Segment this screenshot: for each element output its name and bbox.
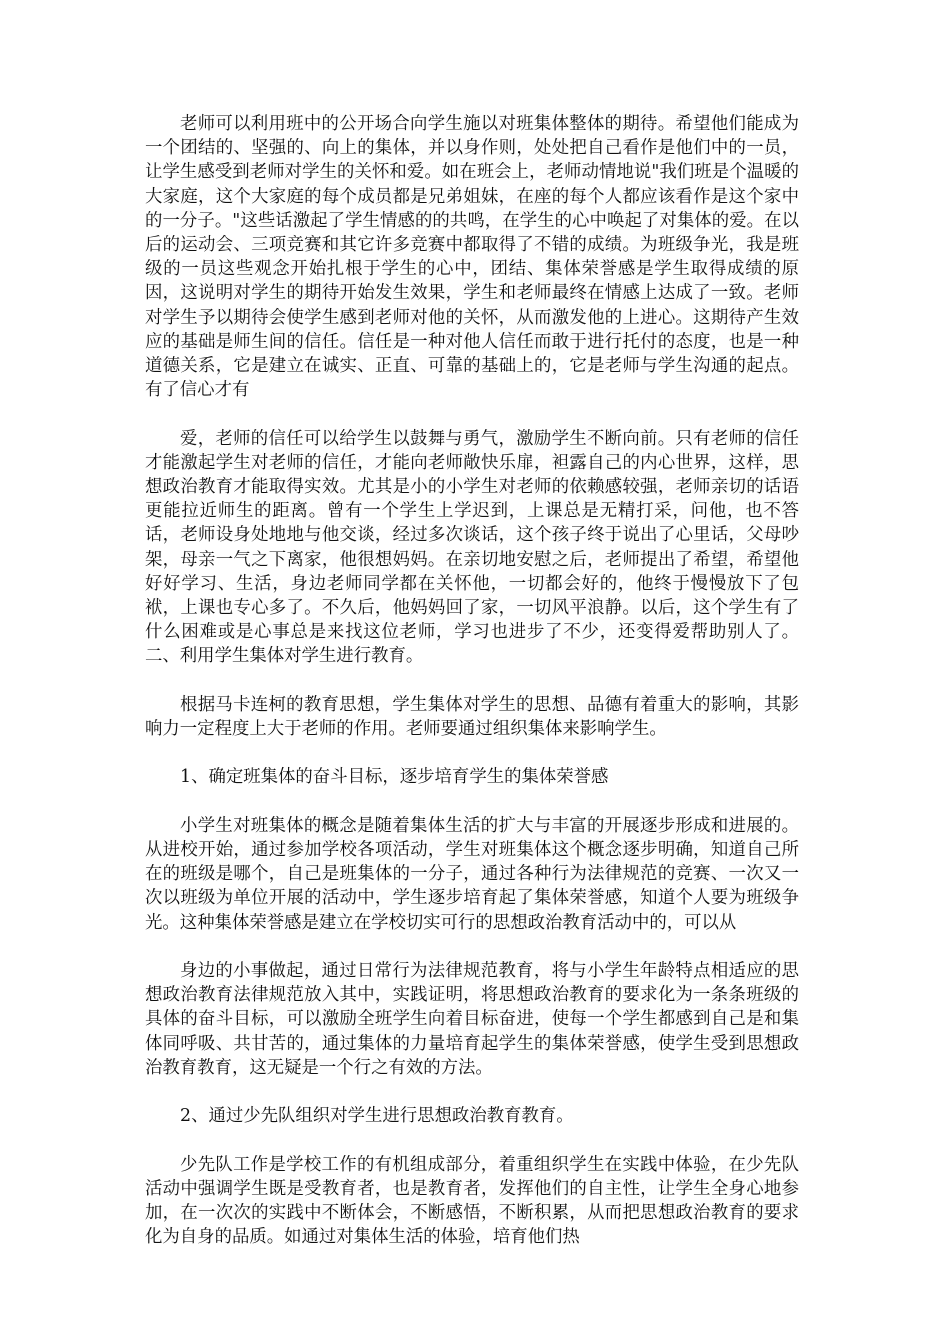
paragraph-makarenko: 根据马卡连柯的教育思想，学生集体对学生的思想、品德有着重大的影响，其影响力一定程度上大于老师的作用。老师要通过组织集体来影响学生。: [145, 694, 799, 740]
document-body: [145, 112, 799, 1274]
section-heading-2: 2、通过少先队组织对学生进行思想政治教育教育。: [180, 1106, 574, 1127]
paragraph-young-pioneers: 少先队工作是学校工作的有机组成部分，着重组织学生在实践中体验，在少先队活动中强调学生既是受教育者，也是教育者，发挥他们的自主性，让学生全身心地参加，在一次次的实践中不断体会，不断感悟，不断积累，从而把思想政治教育的要求化为自身的品质。如通过对集体生活的体验，培育他们热: [145, 1154, 799, 1248]
paragraph-class-concept: 小学生对班集体的概念是随着集体生活的扩大与丰富的开展逐步形成和进展的。从进校开始，通过参加学校各项活动，学生对班集体这个概念逐步明确，知道自己所在的班级是哪个，自己是班集体的一分子，通过各种行为法律规范的竞赛、一次又一次以班级为单位开展的活动中，学生逐步培育起了集体荣誉感，知道个人要为班级争光。这种集体荣誉感是建立在学校切实可行的思想政治教育活动中的，可以从: [145, 815, 799, 933]
paragraph-teacher-trust: 爱，老师的信任可以给学生以鼓舞与勇气，激励学生不断向前。只有老师的信任才能激起学生对老师的信任，才能向老师敞快乐扉，袒露自己的内心世界，这样，思想政治教育才能取得实效。尤其是小的小学生对老师的依赖感较强，老师亲切的话语更能拉近师生的距离。曾有一个学生上学迟到，上课总是无精打采，问他，也不答话，老师设身处地地与他交谈，经过多次谈话，这个孩子终于说出了心里话，父母吵架，母亲一气之下离家，他很想妈妈。在亲切地安慰之后，老师提出了希望，希望他好好学习、生活，身边老师同学都在关怀他，一切都会好的，他终于慢慢放下了包袱，上课也专心多了。不久后，他妈妈回了家，一切风平浪静。以后，这个学生有了什么困难或是心事总是来找这位老师，学习也进步了不少，还变得爱帮助别人了。二、利用学生集体对学生进行教育。: [145, 428, 799, 667]
paragraph-teacher-expectation: 老师可以利用班中的公开场合向学生施以对班集体整体的期待。希望他们能成为一个团结的、坚强的、向上的集体，并以身作则，处处把自己看作是他们中的一员，让学生感受到老师对学生的关怀和爱。如在班会上，老师动情地说"我们班是个温暖的大家庭，这个大家庭的每个成员都是兄弟姐妹，在座的每个人都应该看作是这个家中的一分子。"这些话激起了学生情感的的共鸣，在学生的心中唤起了对集体的爱。在以后的运动会、三项竞赛和其它许多竞赛中都取得了不错的成绩。为班级争光，我是班级的一员这些观念开始扎根于学生的心中，团结、集体荣誉感是学生取得成绩的原因，这说明对学生的期待开始发生效果，学生和老师最终在情感上达成了一致。老师对学生予以期待会使学生感到老师对他的关怀，从而激发他的上进心。这期待产生效应的基础是师生间的信任。信任是一种对他人信任而敢于进行托付的态度，也是一种道德关系，它是建立在诚实、正直、可靠的基础上的，它是老师与学生沟通的起点。有了信心才有: [145, 114, 799, 401]
paragraph-daily-behavior: 身边的小事做起，通过日常行为法律规范教育，将与小学生年龄特点相适应的思想政治教育法律规范放入其中，实践证明，将思想政治教育的要求化为一条条班级的具体的奋斗目标，可以激励全班学生向着目标奋进，使每一个学生都感到自己是和集体同呼吸、共甘苦的，通过集体的力量培育起学生的集体荣誉感，使学生受到思想政治教育教育，这无疑是一个行之有效的方法。: [145, 961, 799, 1078]
section-heading-1: 1、确定班集体的奋斗目标，逐步培育学生的集体荣誉感: [180, 767, 609, 788]
